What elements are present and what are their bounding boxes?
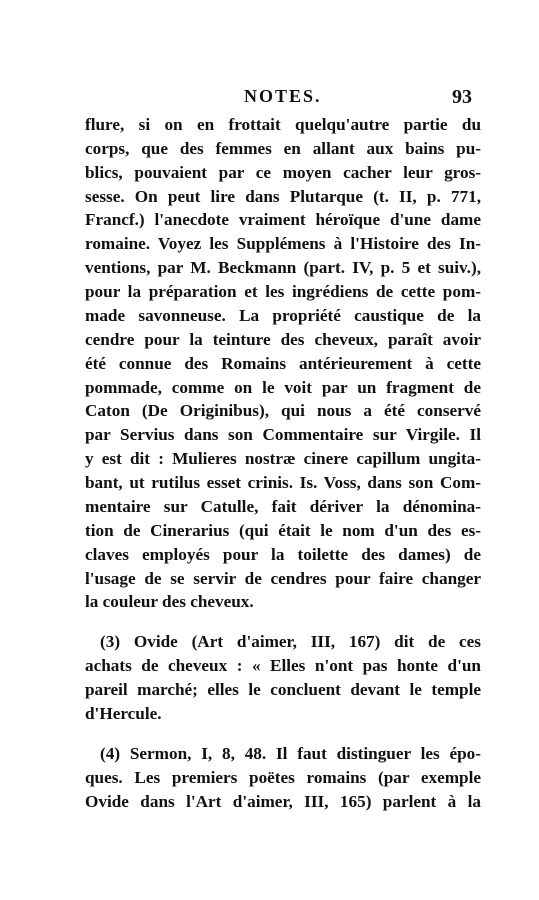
- text-line: pommade, comme on le voit par un fragment de: [85, 378, 481, 397]
- text-line: ventions, par M. Beckmann (part. IV, p. 5 et suiv.),: [85, 258, 481, 277]
- text-line: claves employés pour la toilette des dames) de: [85, 545, 481, 564]
- text-line: été connue des Romains antérieurement à cette: [85, 354, 481, 373]
- text-line: blics, pouvaient par ce moyen cacher leur gros-: [85, 163, 481, 182]
- text-line: sesse. On peut lire dans Plutarque (t. II, p. 771,: [85, 187, 481, 206]
- note-4-line: ques. Les premiers poëtes romains (par exemple: [85, 768, 481, 787]
- text-line: l'usage de se servir de cendres pour faire changer: [85, 569, 481, 588]
- page-number: 93: [452, 86, 472, 108]
- text-line: mentaire sur Catulle, fait dériver la dénomina-: [85, 497, 481, 516]
- note-3-line: (3) Ovide (Art d'aimer, III, 167) dit de ces: [100, 632, 481, 651]
- text-line: corps, que des femmes en allant aux bains pu-: [85, 139, 481, 158]
- text-line: romaine. Voyez les Supplémens à l'Histoire des In-: [85, 234, 481, 253]
- text-line: pour la préparation et les ingrédiens de cette pom-: [85, 282, 481, 301]
- note-3-line: achats de cheveux : « Elles n'ont pas honte d'un: [85, 656, 481, 675]
- note-4-line: Ovide dans l'Art d'aimer, III, 165) parlent à la: [85, 792, 481, 811]
- text-line: y est dit : Mulieres nostræ cinere capillum ungita-: [85, 449, 481, 468]
- text-line: la couleur des cheveux.: [85, 592, 254, 611]
- page-header: [0, 86, 539, 112]
- note-4-line: (4) Sermon, I, 8, 48. Il faut distinguer les épo-: [100, 744, 481, 763]
- text-line: tion de Cinerarius (qui était le nom d'un des es-: [85, 521, 481, 540]
- note-3-line: pareil marché; elles le concluent devant le temple: [85, 680, 481, 699]
- text-line: Caton (De Originibus), qui nous a été conservé: [85, 401, 481, 420]
- running-head: NOTES.: [244, 86, 322, 106]
- text-line: made savonneuse. La propriété caustique de la: [85, 306, 481, 325]
- text-line: cendre pour la teinture des cheveux, paraît avoir: [85, 330, 481, 349]
- text-line: par Servius dans son Commentaire sur Virgile. Il: [85, 425, 481, 444]
- text-line: Francf.) l'anecdote vraiment héroïque d'une dame: [85, 210, 481, 229]
- note-3-line: d'Hercule.: [85, 704, 162, 723]
- text-line: bant, ut rutilus esset crinis. Is. Voss, dans son Com-: [85, 473, 481, 492]
- text-line: flure, si on en frottait quelqu'autre partie du: [85, 115, 481, 134]
